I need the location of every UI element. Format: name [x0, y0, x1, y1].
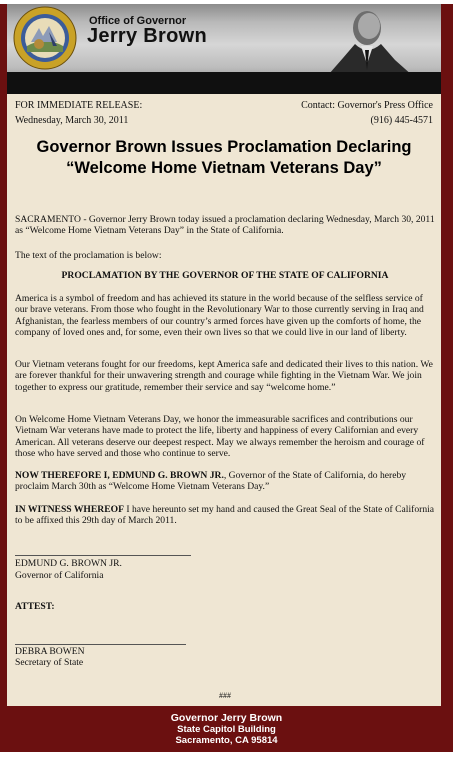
end-mark: ###: [219, 691, 231, 700]
footer-city: Sacramento, CA 95814: [175, 735, 278, 746]
california-seal-icon: [13, 6, 77, 70]
proclamation-heading: PROCLAMATION BY THE GOVERNOR OF THE STATE OF CALIFORNIA: [61, 270, 389, 281]
proclamation-paragraph-2: Our Vietnam veterans fought for our freedoms, kept America safe and dedicated their lives to this nation. We are forever thankful for their unwavering strength and courage while fighting in the Vietnam War. We join together to express our gratitude, remember their service and say “welcome home.”: [15, 359, 433, 393]
bottom-white-strip: [0, 752, 453, 762]
now-therefore-rest: , Governor of the State of California, do hereby proclaim March 30th as “Welcome Home Vietnam Veterans Day.”: [15, 470, 407, 493]
in-witness-paragraph: [15, 504, 435, 527]
footer-building: State Capitol Building: [177, 724, 276, 735]
header-black-band: [7, 72, 441, 94]
attest-label: ATTEST:: [15, 601, 55, 612]
contact-label: Contact: Governor's Press Office: [301, 100, 433, 111]
release-title: Governor Brown Issues Proclamation Declaring “Welcome Home Vietnam Veterans Day”: [36, 138, 412, 177]
in-witness-rest: I have hereunto set my hand and caused the Great Seal of the State of California to be affixed this 29th day of March 2011.: [15, 504, 435, 527]
secretary-signature-name: DEBRA BOWEN: [15, 646, 85, 657]
proclamation-paragraph-3: On Welcome Home Vietnam Veterans Day, we honor the immeasurable sacrifices and contributions our Vietnam War veterans have made to protect the life, liberty and happiness of every Californian and every American. All veterans deserve our deepest respect. May we always remember the heroism and courage of those who have served and those who continue to serve.: [15, 414, 425, 460]
text-intro-paragraph: The text of the proclamation is below:: [15, 250, 162, 261]
now-therefore-paragraph: [15, 470, 435, 493]
footer-address: [0, 712, 453, 746]
secretary-signature-line: [15, 644, 186, 645]
now-therefore-lead: NOW THEREFORE I, EDMUND G. BROWN JR.: [15, 470, 224, 481]
header-banner: [7, 4, 441, 94]
governor-signature-name: EDMUND G. BROWN JR.: [15, 558, 122, 569]
secretary-signature-title: Secretary of State: [15, 657, 84, 668]
release-label: FOR IMMEDIATE RELEASE:: [15, 100, 143, 111]
release-content: [7, 94, 441, 706]
proclamation-paragraph-1: America is a symbol of freedom and has achieved its stature in the world because of the selfless service of our brave veterans. From those who fought in the Revolutionary War to those currently serving in Iraq and Afghanistan, the fearless members of our country’s armed forces have given up the comforts of home, the company of loved ones and, for some, even their own lives so that we could live in our land of liberty.: [15, 293, 424, 339]
release-date: Wednesday, March 30, 2011: [15, 115, 129, 126]
contact-phone: (916) 445-4571: [370, 115, 433, 126]
governor-name-heading: Jerry Brown: [87, 25, 208, 47]
office-label: Office of Governor: [89, 15, 187, 27]
intro-paragraph: SACRAMENTO - Governor Jerry Brown today issued a proclamation declaring Wednesday, March 30, 2011 as “Welcome Home Vietnam Veterans Day” in the State of California.: [15, 214, 435, 237]
governor-signature-title: Governor of California: [15, 570, 104, 581]
governor-signature-line: [15, 555, 191, 556]
in-witness-lead: IN WITNESS WHEREOF: [15, 504, 124, 515]
footer-governor-name: Governor Jerry Brown: [170, 712, 283, 724]
